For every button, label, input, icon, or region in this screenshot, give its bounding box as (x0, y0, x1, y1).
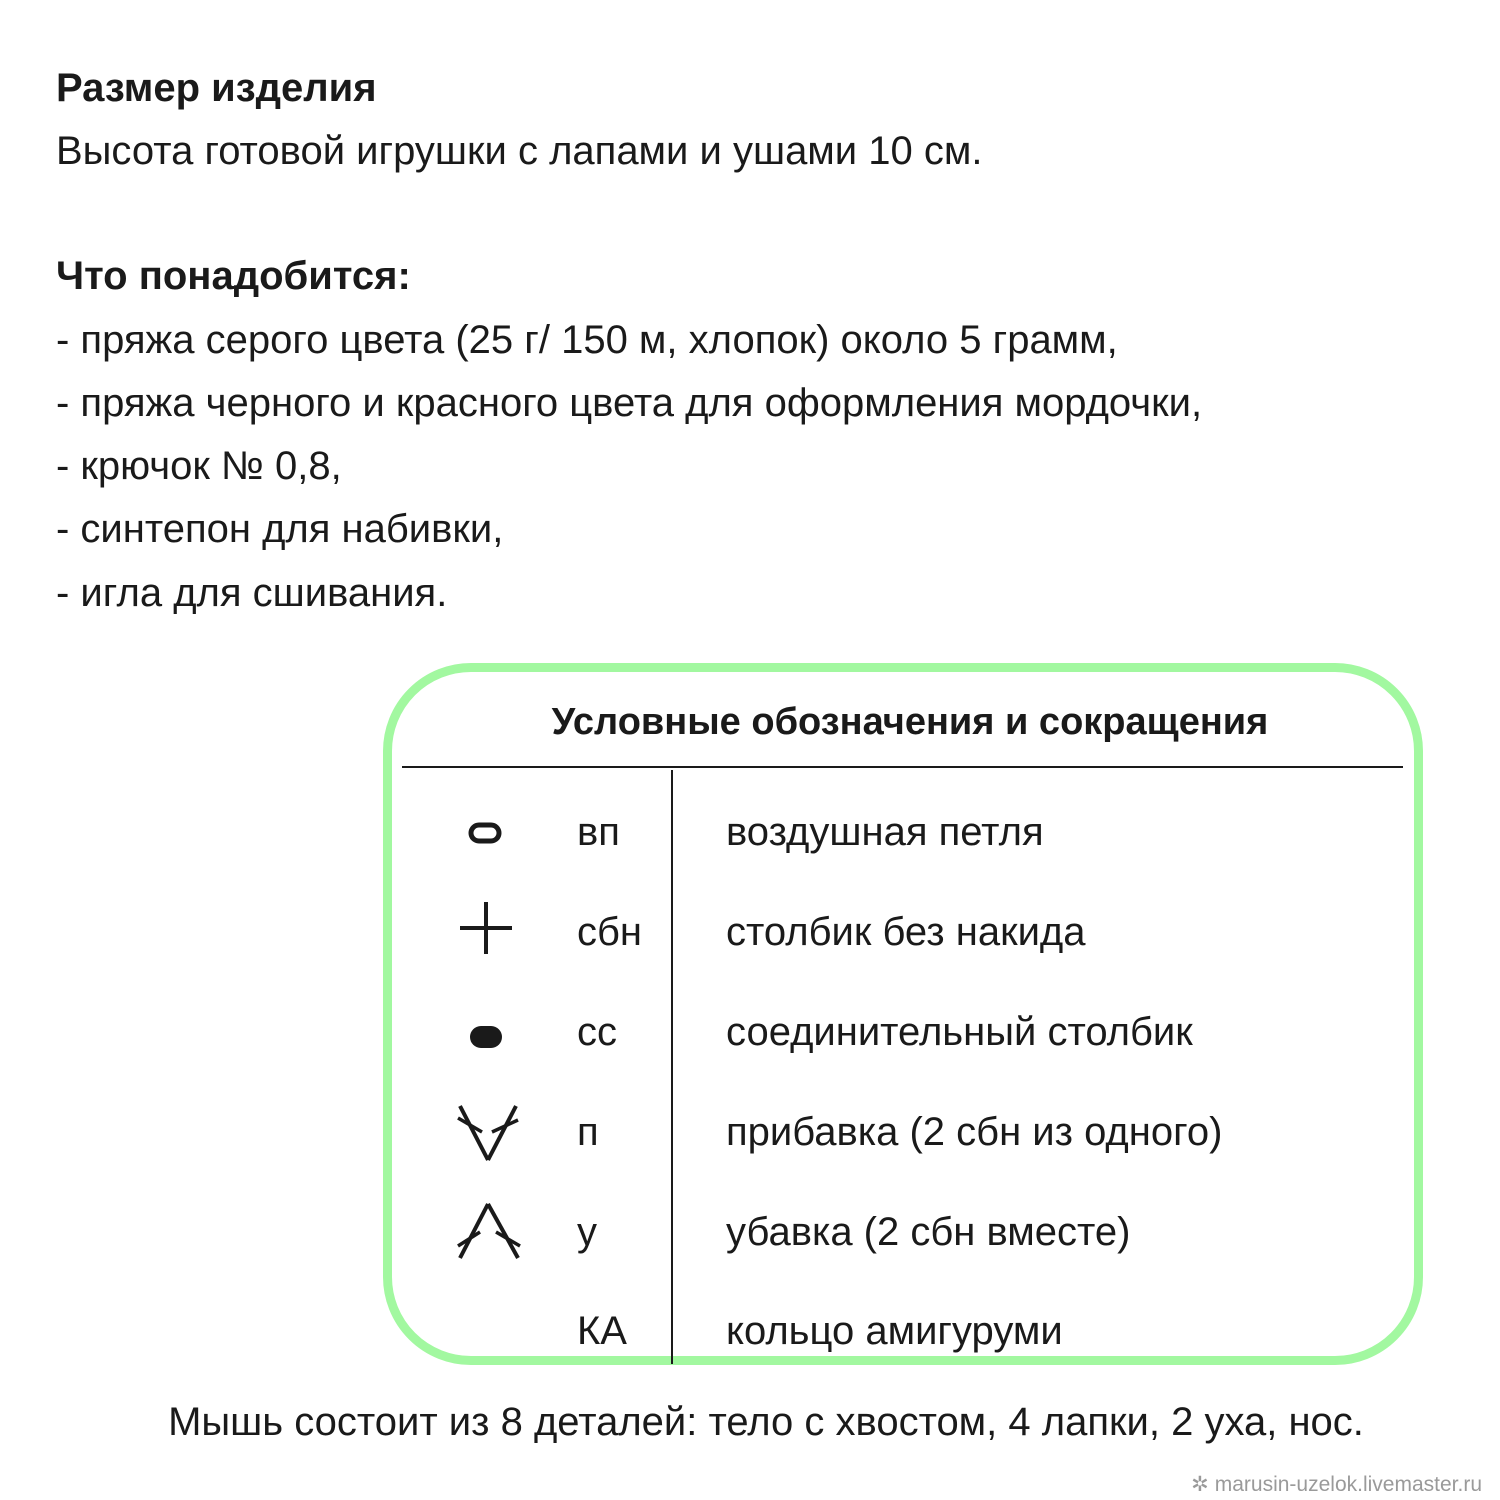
size-text: Высота готовой игрушки с лапами и ушами 10 см. (56, 129, 983, 173)
legend-divider-horizontal (402, 766, 1403, 768)
watermark-text: marusin-uzelok.livemaster.ru (1214, 1473, 1482, 1496)
legend-desc: кольцо амигуруми (726, 1309, 1063, 1353)
legend-desc: прибавка (2 сбн из одного) (726, 1110, 1223, 1154)
legend-divider-vertical (671, 770, 673, 1364)
chain-stitch-icon (446, 797, 526, 867)
legend-abbr: КА (577, 1309, 627, 1353)
decrease-icon (446, 1196, 526, 1266)
footer-text: Мышь состоит из 8 деталей: тело с хвостом, 4 лапки, 2 уха, нос. (168, 1400, 1364, 1444)
legend-abbr: сбн (577, 910, 642, 954)
legend-desc: столбик без накида (726, 910, 1086, 954)
materials-item: - пряжа черного и красного цвета для оформления мордочки, (56, 381, 1203, 425)
increase-icon (446, 1098, 526, 1168)
legend-abbr: вп (577, 810, 620, 854)
materials-item: - игла для сшивания. (56, 571, 448, 615)
legend-abbr: сс (577, 1010, 617, 1054)
materials-item: - пряжа серого цвета (25 г/ 150 м, хлопок) около 5 грамм, (56, 318, 1118, 362)
slip-stitch-icon (446, 1002, 526, 1072)
legend-title: Условные обозначения и сокращения (551, 701, 1269, 743)
single-crochet-icon (446, 893, 526, 963)
materials-item: - синтепон для набивки, (56, 507, 504, 551)
legend-abbr: у (577, 1210, 597, 1254)
legend-desc: соединительный столбик (726, 1010, 1193, 1054)
size-heading: Размер изделия (56, 66, 377, 110)
legend-desc: воздушная петля (726, 810, 1044, 854)
legend-abbr: п (577, 1110, 599, 1154)
legend-desc: убавка (2 сбн вместе) (726, 1210, 1131, 1254)
gear-icon: ✲ (1191, 1473, 1209, 1496)
materials-item: - крючок № 0,8, (56, 444, 342, 488)
watermark (1191, 1474, 1482, 1495)
materials-heading: Что понадобится: (56, 254, 411, 298)
